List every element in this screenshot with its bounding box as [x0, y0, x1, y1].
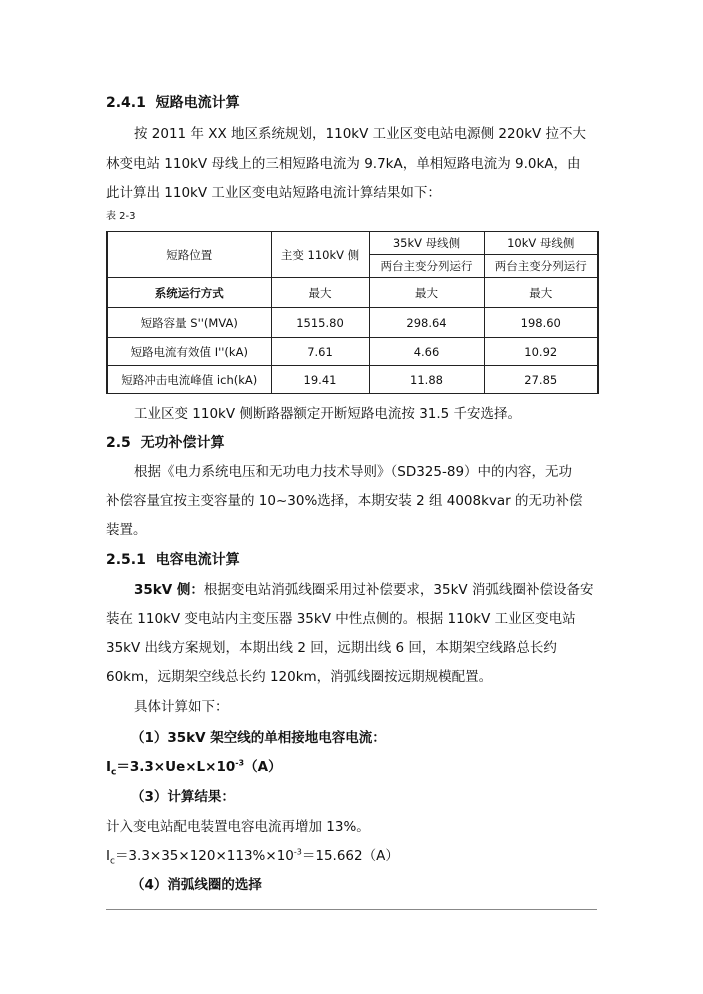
cell-value: 最大 [271, 278, 369, 308]
section-heading-2-5-1 [106, 550, 240, 570]
paragraph-line: 补偿容量宜按主变容量的 10~30%选择，本期安装 2 组 4008kvar 的无功补偿 [106, 493, 583, 509]
cell-value: 10.92 [484, 338, 598, 366]
formula-unit: （A） [244, 759, 282, 775]
formula-exp: -3 [235, 758, 245, 768]
formula-sub: c [111, 767, 117, 778]
row-label: 系统运行方式 [107, 278, 271, 308]
paragraph-line: 按 2011 年 XX 地区系统规划，110kV 工业区变电站电源侧 220kV 拉不大 [134, 126, 587, 142]
formula-result: ＝15.662（A） [301, 848, 399, 864]
paragraph-line: 60km，远期架空线总长约 120km，消弧线圈按远期规模配置。 [106, 669, 493, 685]
formula-exp: -3 [293, 847, 302, 857]
cell-value: 19.41 [271, 366, 369, 394]
formula-1 [106, 757, 282, 777]
cell-value: 298.64 [369, 308, 484, 338]
paragraph-line: 工业区变 110kV 侧断路器额定开断短路电流按 31.5 千安选择。 [134, 406, 522, 422]
cell-value: 4.66 [369, 338, 484, 366]
section-number: 2.4.1 [106, 95, 146, 111]
cell-value: 最大 [484, 278, 598, 308]
table-row [107, 338, 598, 366]
paragraph-line: 装在 110kV 变电站内主变压器 35kV 中性点侧的。根据 110kV 工业区变电站 [106, 611, 576, 627]
lead-35kv: 35kV 侧： [134, 582, 204, 598]
formula-sub: c [109, 856, 115, 867]
section-heading-2-5 [106, 433, 225, 453]
short-circuit-table [106, 231, 599, 394]
header-bus-35kv: 35kV 母线侧 [369, 232, 484, 255]
paragraph-line [134, 580, 593, 600]
formula-body: ＝3.3×Ue×L×10 [116, 759, 236, 775]
header-mode-35kv: 两台主变分列运行 [369, 255, 484, 278]
paragraph-line: 计入变电站配电装置电容电流再增加 13%。 [106, 819, 370, 835]
formula-body: ＝3.3×35×120×113%×10 [114, 848, 294, 864]
paragraph-line: 35kV 出线方案规划，本期出线 2 回，远期出线 6 回，本期架空线路总长约 [106, 640, 557, 656]
calc-item-1: （1）35kV 架空线的单相接地电容电流： [131, 730, 386, 746]
row-label: 短路容量 S''(MVA) [107, 308, 271, 338]
section-heading-2-4-1 [106, 93, 240, 113]
table-row [107, 278, 598, 308]
cell-value: 27.85 [484, 366, 598, 394]
header-mode-10kv: 两台主变分列运行 [484, 255, 598, 278]
lead-rest: 根据变电站消弧线圈采用过补偿要求，35kV 消弧线圈补偿设备安 [203, 582, 594, 598]
section-number: 2.5 [106, 435, 131, 451]
formula-var: I [106, 848, 110, 864]
section-title: 短路电流计算 [155, 95, 240, 111]
calc-item-4: （4）消弧线圈的选择 [131, 877, 262, 893]
paragraph-line: 林变电站 110kV 母线上的三相短路电流为 9.7kA，单相短路电流为 9.0kA，由 [106, 156, 581, 172]
cell-value: 198.60 [484, 308, 598, 338]
header-position: 短路位置 [107, 232, 271, 278]
formula-var: I [106, 759, 112, 775]
row-label: 短路冲击电流峰值 ich(kA) [107, 366, 271, 394]
paragraph-line: 装置。 [106, 522, 147, 538]
section-title: 无功补偿计算 [140, 435, 225, 451]
paragraph-line: 根据《电力系统电压和无功电力技术导则》（SD325-89）中的内容，无功 [134, 464, 573, 480]
paragraph-line: 此计算出 110kV 工业区变电站短路电流计算结果如下： [106, 185, 441, 201]
footer-rule [106, 909, 597, 910]
cell-value: 7.61 [271, 338, 369, 366]
cell-value: 最大 [369, 278, 484, 308]
paragraph-line: 具体计算如下： [134, 699, 229, 715]
section-title: 电容电流计算 [155, 552, 240, 568]
header-main-110kv: 主变 110kV 侧 [271, 232, 369, 278]
row-label: 短路电流有效值 I''(kA) [107, 338, 271, 366]
cell-value: 1515.80 [271, 308, 369, 338]
table-caption: 表 2-3 [106, 211, 136, 222]
table-row [107, 308, 598, 338]
section-number: 2.5.1 [106, 552, 146, 568]
formula-2 [106, 846, 399, 866]
header-bus-10kv: 10kV 母线侧 [484, 232, 598, 255]
cell-value: 11.88 [369, 366, 484, 394]
table-row [107, 366, 598, 394]
calc-item-3: （3）计算结果： [131, 789, 235, 805]
